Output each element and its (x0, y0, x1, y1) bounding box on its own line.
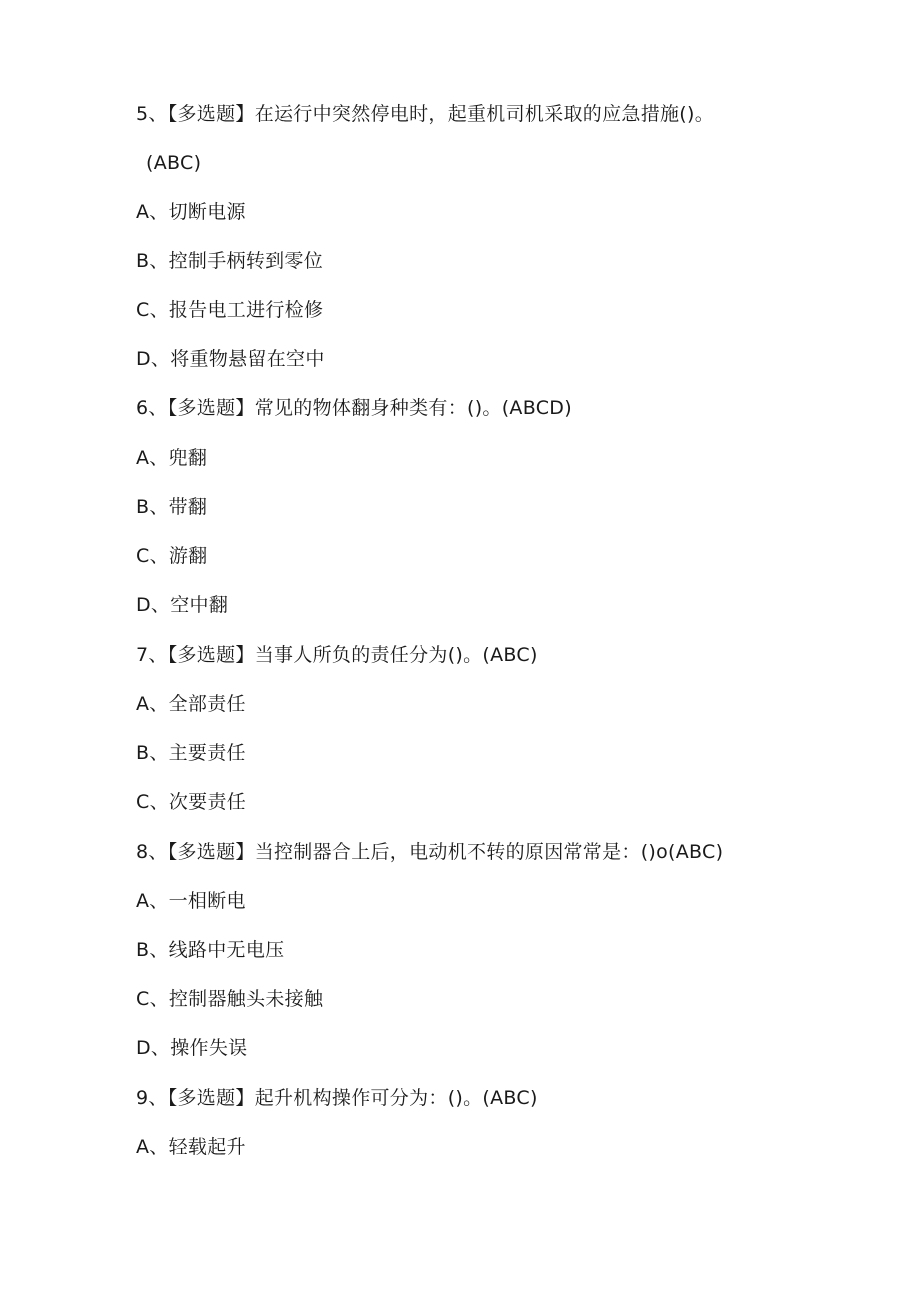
question-5-option-b: B、控制手柄转到零位 (136, 250, 324, 272)
question-5-text: 5、【多选题】在运行中突然停电时，起重机司机采取的应急措施()。 (136, 103, 715, 125)
question-6-option-a: A、兜翻 (136, 447, 208, 469)
question-9-option-a: A、轻载起升 (136, 1136, 246, 1158)
question-6-option-c: C、游翻 (136, 545, 208, 567)
question-7-option-c: C、次要责任 (136, 791, 247, 813)
question-8-option-d: D、操作失误 (136, 1037, 248, 1059)
question-7-option-b: B、主要责任 (136, 742, 246, 764)
question-5-answer: (ABC) (146, 152, 202, 174)
question-9-text: 9、【多选题】起升机构操作可分为：()。(ABC) (136, 1087, 538, 1109)
question-6-text: 6、【多选题】常见的物体翻身种类有：()。(ABCD) (136, 397, 572, 419)
question-6-option-b: B、带翻 (136, 496, 208, 518)
question-8-option-a: A、一相断电 (136, 890, 246, 912)
question-8-option-c: C、控制器触头未接触 (136, 988, 324, 1010)
question-6-option-d: D、空中翻 (136, 594, 229, 616)
question-5-option-d: D、将重物悬留在空中 (136, 348, 325, 370)
question-5-option-c: C、报告电工进行检修 (136, 299, 324, 321)
question-5-option-a: A、切断电源 (136, 201, 246, 223)
question-8-option-b: B、线路中无电压 (136, 939, 285, 961)
question-8-text: 8、【多选题】当控制器合上后，电动机不转的原因常常是：()o(ABC) (136, 841, 724, 863)
question-7-text: 7、【多选题】当事人所负的责任分为()。(ABC) (136, 644, 538, 666)
question-7-option-a: A、全部责任 (136, 693, 246, 715)
